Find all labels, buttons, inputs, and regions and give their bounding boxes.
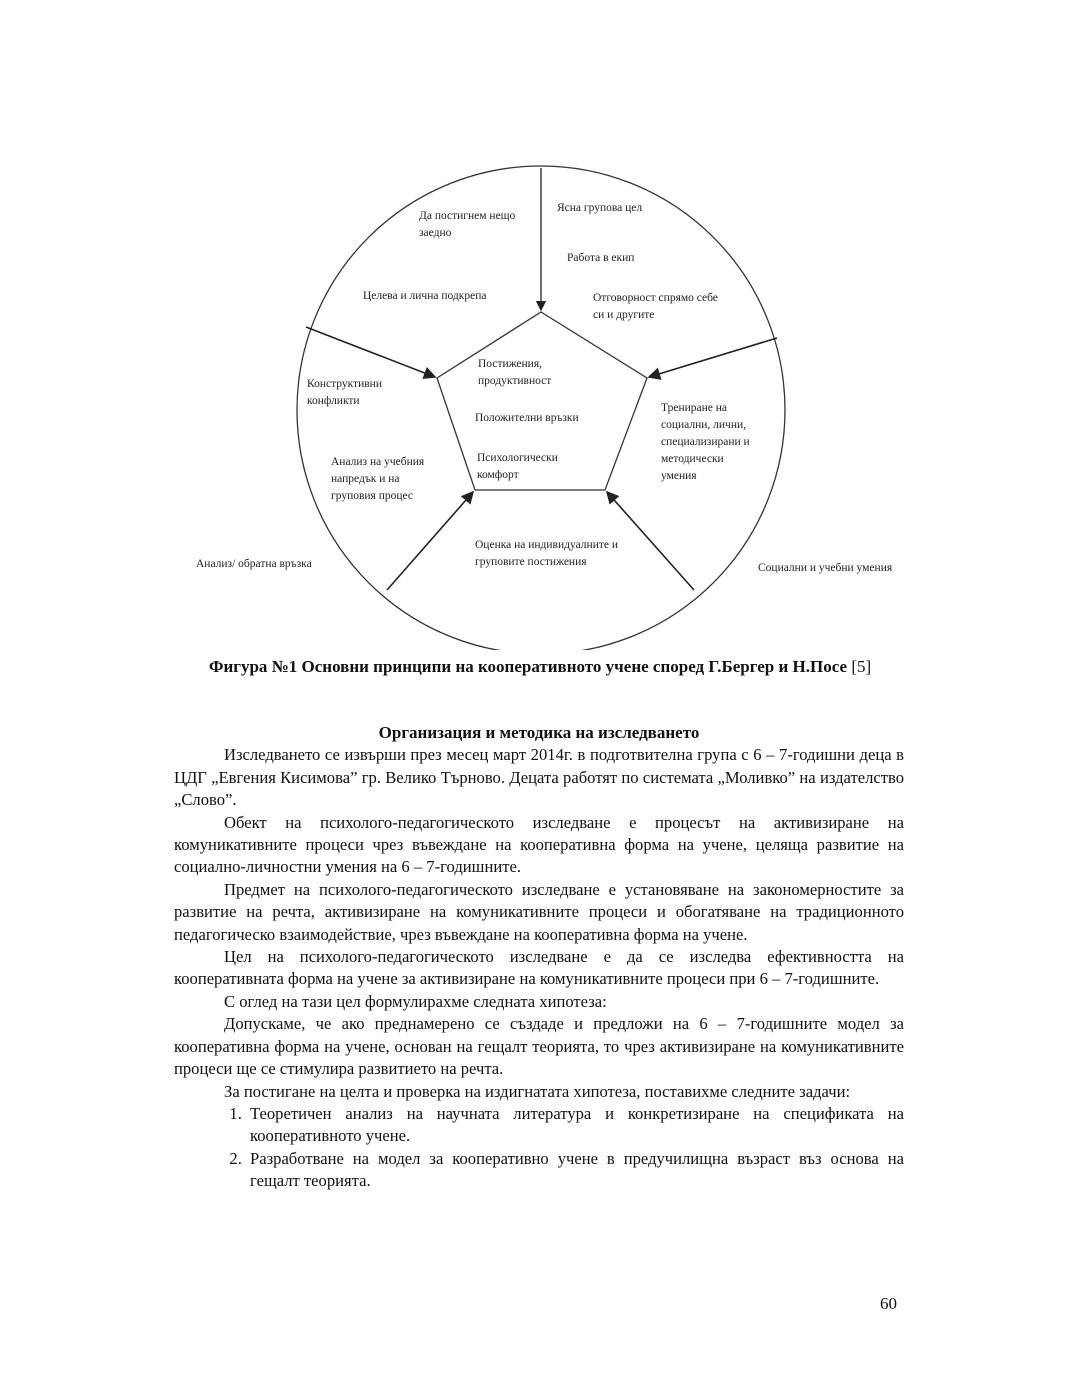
body-text — [174, 722, 904, 1193]
paragraph: Допускаме, че ако преднамерено се създаде и предложи на 6 – 7-годишните модел за кооперативна форма на учене, основан на гещалт теорията, то чрез активизиране на комуникативните процеси ще се стимулира развитието на речта. — [174, 1014, 904, 1079]
paragraph: С оглед на тази цел формулирахме следната хипотеза: — [224, 991, 607, 1011]
label-teamwork: Работа в екип — [567, 252, 635, 264]
caption-text: Фигура №1 Основни принципи на кооперативното учене според Г.Бергер и Н.Посе — [208, 657, 848, 676]
paragraph: Цел на психолого-педагогическото изследване е да се изследва ефективността на кооперативната форма на учене за активизиране на комуникативните процеси при 6 – 7-годишните. — [174, 947, 904, 989]
task-item: 1. Теоретичен анализ на научната литература и конкретизиране на спецификата на кооперативното учене. — [246, 1103, 904, 1148]
arrow-upper-left — [306, 327, 435, 377]
label-training: Трениране на социални, лични, специализирани и методически умения — [661, 402, 750, 482]
label-assessment: Оценка на индивидуалните и груповите постижения — [475, 539, 619, 568]
label-conflicts: Конструктивни конфликти — [307, 378, 382, 407]
arrow-lower-left — [387, 492, 473, 590]
label-feedback: Анализ/ обратна връзка — [196, 558, 312, 570]
paragraph: Обект на психолого-педагогическото изследване е процесът на активизиране на комуникативните процеси чрез въвеждане на кооперативна форма на учене, целяща развитие на социално-личностни умения на 6 – 7-годишните. — [174, 812, 904, 877]
label-support: Целева и лична подкрепа — [363, 290, 487, 302]
label-responsibility: Отговорност спрямо себе си и другите — [593, 292, 718, 321]
label-positive-relations: Положителни връзки — [475, 412, 579, 424]
section-heading: Организация и методика на изследването — [378, 723, 700, 742]
page-number: 60 — [880, 1294, 897, 1313]
label-analysis-progress: Анализ на учебния напредък и на груповия процес — [331, 456, 425, 502]
task-item: 2. Разработване на модел за кооперативно учене в предучилищна възраст въз основа на гещалт теорията. — [246, 1148, 904, 1193]
task-list — [174, 1103, 904, 1193]
label-skills: Социални и учебни умения — [758, 562, 893, 574]
label-achievements: Постижения, продуктивност — [478, 358, 552, 387]
caption-reference: [5] — [851, 657, 872, 676]
label-achieve-together: Да постигнем нещо заедно — [419, 210, 516, 239]
figure-caption — [170, 656, 910, 678]
paragraph: Изследването се извърши през месец март 2014г. в подготвителна група с 6 – 7-годишни деца в ЦДГ „Евгения Кисимова” гр. Велико Търново. Децата работят по системата „Моливко” на издателство „Слово”. — [174, 745, 904, 810]
paragraph: Предмет на психолого-педагогическото изследване е установяване на закономерностите за развитие на речта, активизиране на комуникативните процеси и обогатяване на традиционното педагогическо взаимодействие, чрез въвеждане на кооперативна форма на учене. — [174, 879, 904, 944]
cooperative-learning-diagram — [0, 0, 1080, 650]
paragraph: За постигане на целта и проверка на издигнатата хипотеза, поставихме следните задачи: — [224, 1081, 851, 1101]
label-group-goal: Ясна групова цел — [557, 202, 643, 214]
label-psych-comfort: Психологически комфорт — [477, 452, 558, 481]
arrow-upper-right — [649, 338, 777, 377]
